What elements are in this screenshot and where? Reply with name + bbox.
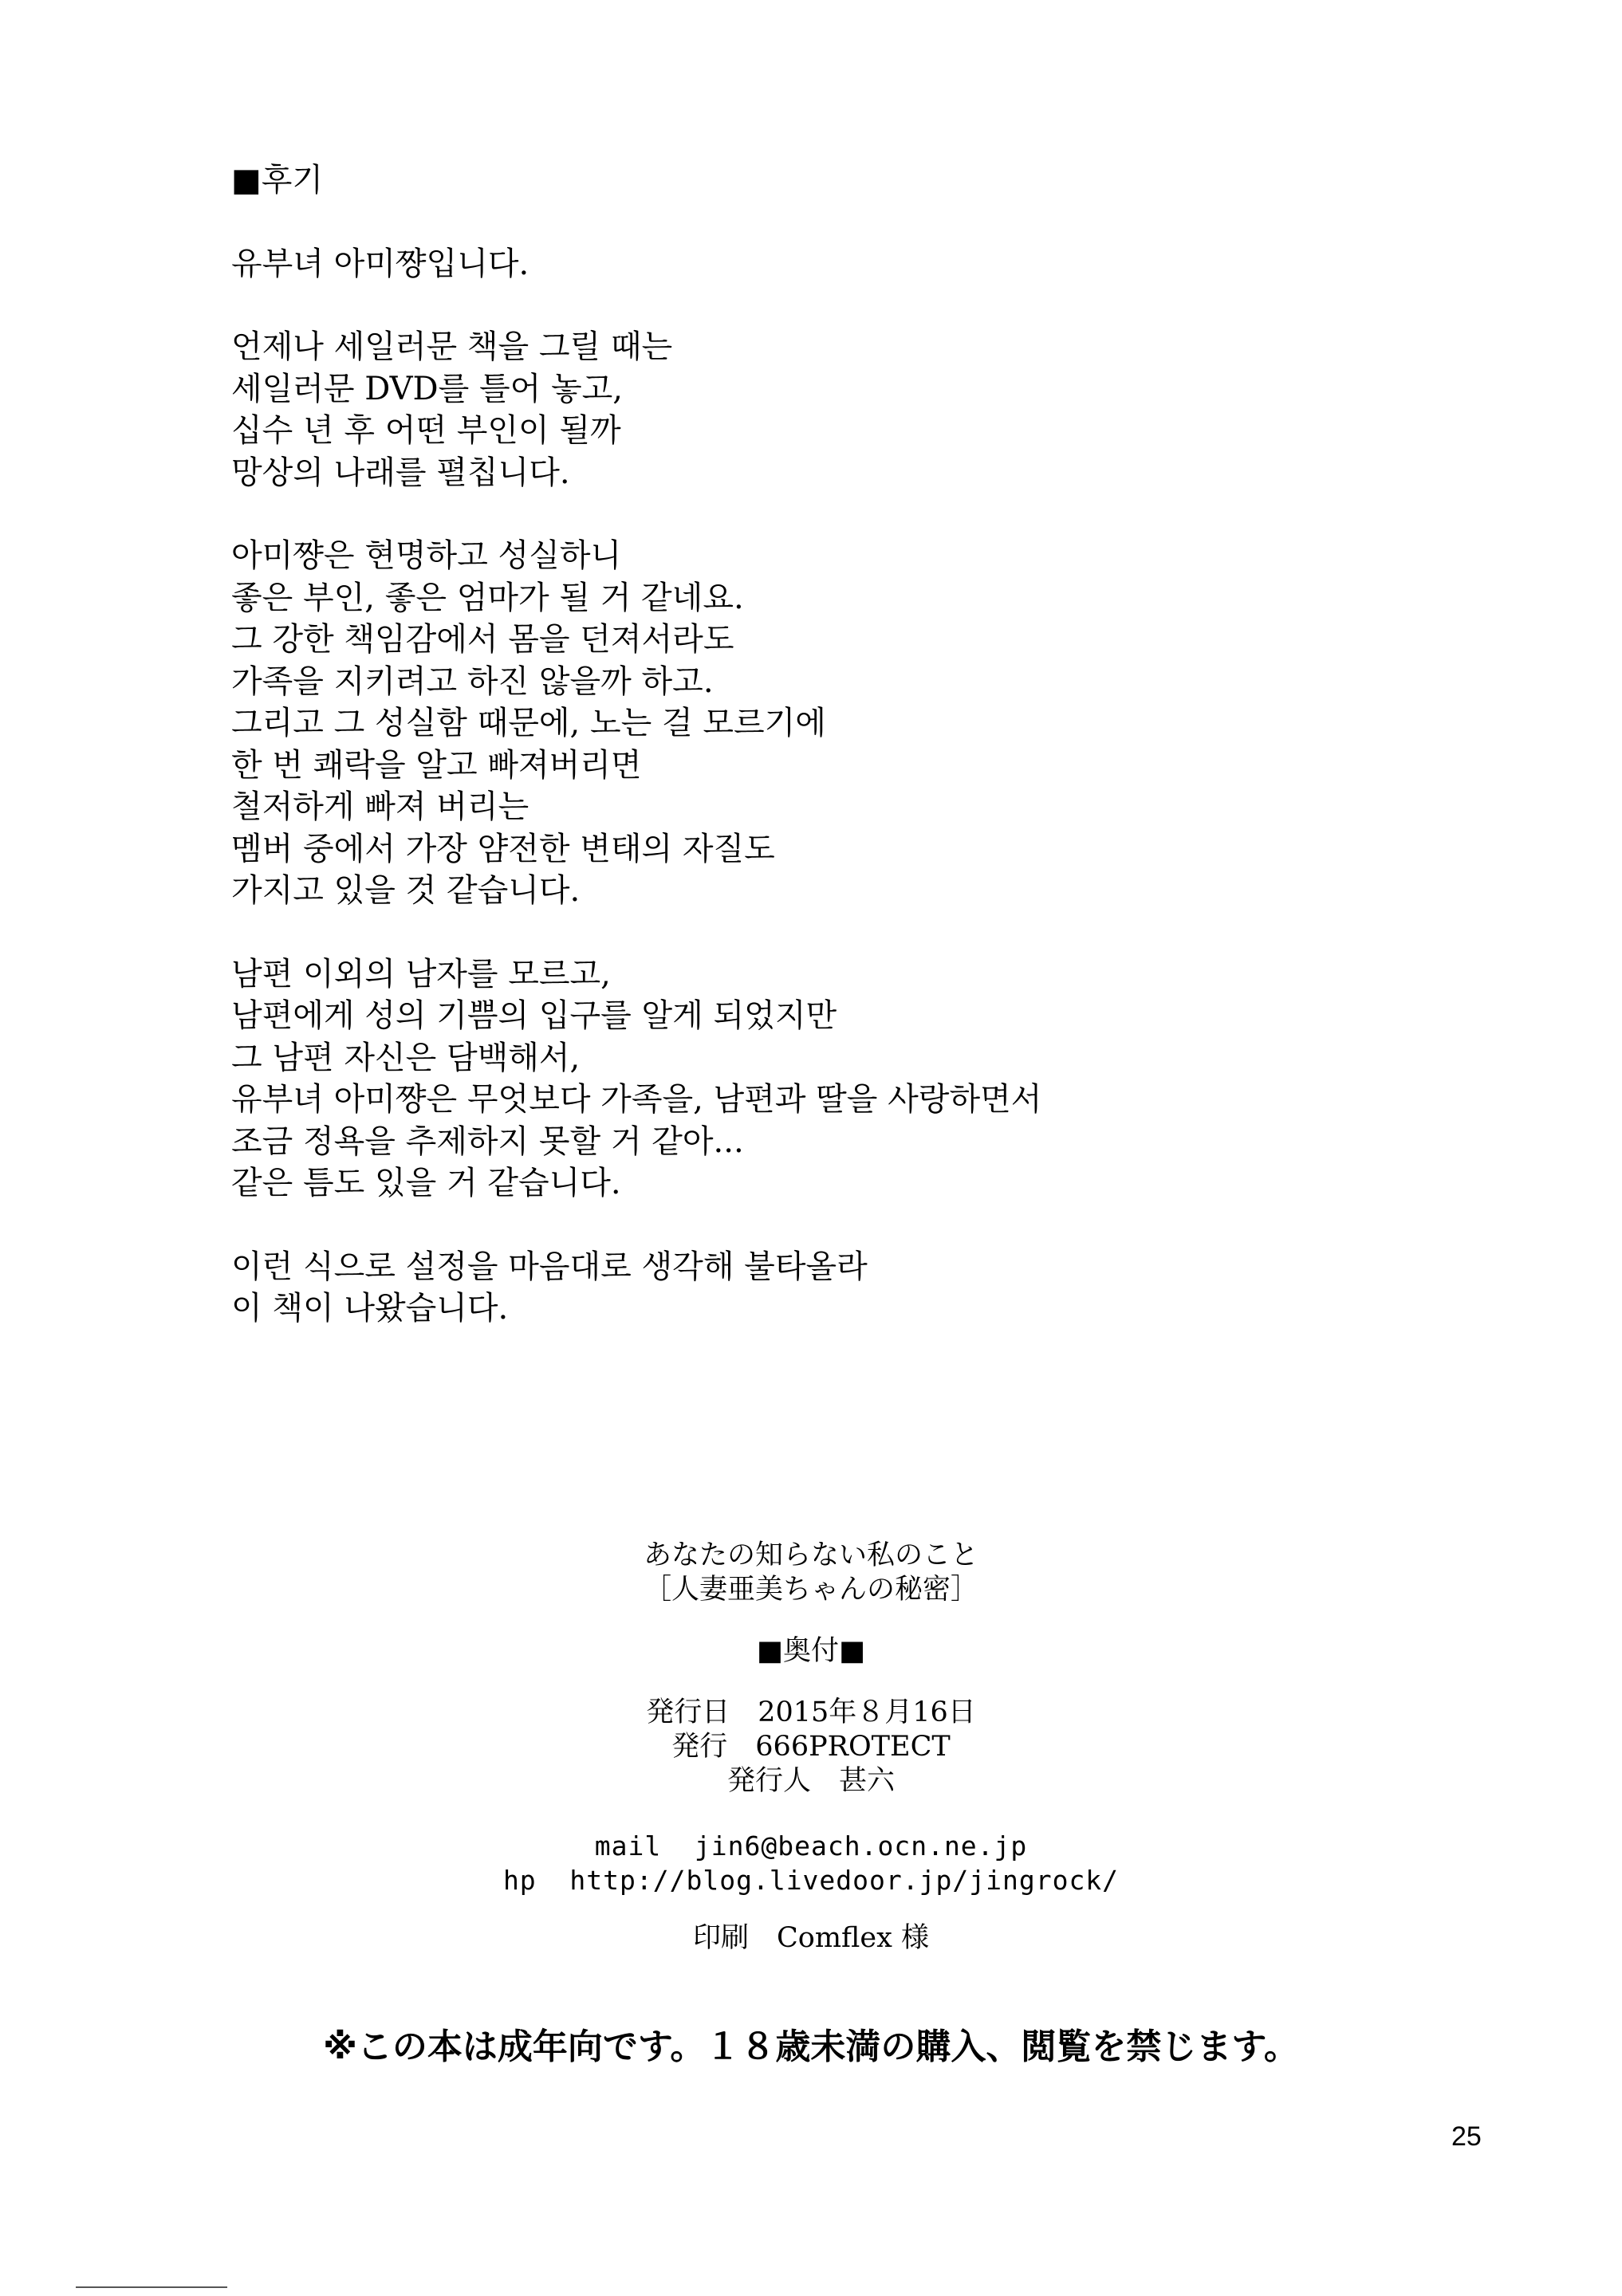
- book-title: あなたの知らない私のこと: [643, 1539, 978, 1571]
- afterword-paragraph-3: [231, 535, 1427, 912]
- bottom-divider: [76, 2286, 227, 2288]
- text-line: 좋은 부인, 좋은 엄마가 될 거 같네요.: [231, 579, 744, 616]
- afterword-paragraph-1: [231, 243, 1427, 285]
- text-line: 세일러문 DVD를 틀어 놓고,: [231, 370, 623, 407]
- afterword-paragraph-5: [231, 1246, 1427, 1330]
- text-line: 한 번 쾌락을 알고 빠져버리면: [231, 746, 642, 784]
- text-line: 아미쨩은 현명하고 성실하니: [231, 537, 622, 574]
- colophon-heading: ■奥付■: [756, 1635, 866, 1667]
- text-line: 십수 년 후 어떤 부인이 될까: [231, 412, 621, 449]
- text-line: 유부녀 아미쨩은 무엇보다 가족을, 남편과 딸을 사랑하면서: [231, 1081, 1042, 1118]
- text-line: 그리고 그 성실함 때문에, 노는 걸 모르기에: [231, 705, 826, 741]
- text-line: 철저하게 빠져 버리는: [231, 788, 530, 825]
- afterword-section: [231, 159, 1427, 1371]
- printer-credit: 印刷 Comflex 様: [693, 1922, 929, 1954]
- text-line: 그 강한 책임감에서 몸을 던져서라도: [231, 621, 734, 658]
- text-line: 남편에게 성의 기쁨의 입구를 알게 되었지만: [231, 997, 837, 1034]
- text-line: 이 책이 나왔습니다.: [231, 1290, 509, 1327]
- text-line: 같은 틈도 있을 거 같습니다.: [231, 1165, 621, 1201]
- page-number: 25: [1451, 2121, 1482, 2152]
- text-line: 가지고 있을 것 같습니다.: [231, 872, 581, 909]
- text-line: 그 남편 자신은 담백해서,: [231, 1039, 581, 1076]
- text-line: 남편 이외의 남자를 모르고,: [231, 955, 611, 993]
- afterword-paragraph-2: [231, 326, 1427, 493]
- text-line: 가족을 지키려고 하진 않을까 하고.: [231, 662, 714, 700]
- text-line: 망상의 나래를 펼칩니다.: [231, 454, 570, 491]
- age-restriction-notice: ※この本は成年向です。１８歳未満の購入、閲覧を禁じます。: [323, 2027, 1299, 2067]
- publisher: 発行 666PROTECT: [671, 1731, 951, 1763]
- text-line: 유부녀 아미쨩입니다.: [231, 245, 530, 282]
- afterword-paragraph-4: [231, 953, 1427, 1205]
- text-line: 이런 식으로 설정을 마음대로 생각해 불타올라: [231, 1248, 868, 1285]
- book-subtitle: ［人妻亜美ちゃんの秘密］: [643, 1574, 978, 1606]
- afterword-heading: ■후기: [231, 162, 324, 199]
- text-line: 조금 정욕을 추제하지 못할 거 같아...: [231, 1122, 744, 1160]
- publish-date: 発行日 2015年８月16日: [646, 1696, 976, 1728]
- contact-mail: mail jin6@beach.ocn.ne.jp: [594, 1830, 1028, 1862]
- issuer: 発行人 甚六: [726, 1765, 895, 1797]
- contact-homepage: hp http://blog.livedoor.jp/jingrock/: [502, 1865, 1120, 1896]
- colophon-section: [492, 1539, 1130, 1956]
- text-line: 언제나 세일러문 책을 그릴 때는: [231, 328, 673, 365]
- text-line: 멤버 중에서 가장 얌전한 변태의 자질도: [231, 830, 775, 867]
